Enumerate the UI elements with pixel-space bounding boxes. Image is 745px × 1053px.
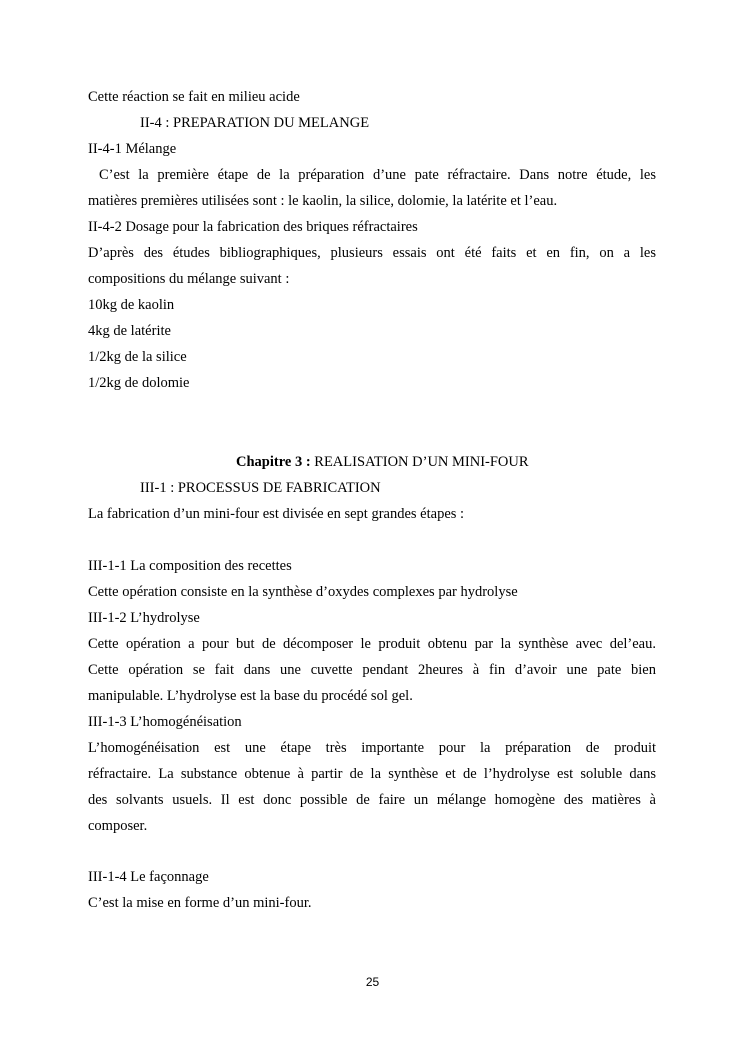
chapter-name: REALISATION D’UN MINI-FOUR <box>310 454 529 470</box>
step-heading: III-1-1 La composition des recettes <box>88 558 292 574</box>
subsection-heading: II-4-2 Dosage pour la fabrication des briques réfractaires <box>88 219 418 235</box>
step-heading: III-1-2 L’hydrolyse <box>88 610 200 626</box>
chapter-label: Chapitre 3 : <box>236 454 311 470</box>
section-heading: III-1 : PROCESSUS DE FABRICATION <box>140 480 381 496</box>
step-heading: III-1-3 L’homogénéisation <box>88 714 242 730</box>
step-heading: III-1-4 Le façonnage <box>88 869 209 885</box>
list-item: 4kg de latérite <box>88 323 171 339</box>
paragraph-line: matières premières utilisées sont : le kaolin, la silice, dolomie, la latérite et l’eau. <box>88 193 558 209</box>
page-number: 25 <box>365 975 380 989</box>
paragraph-line: composer. <box>88 818 148 834</box>
paragraph-line: Cette opération a pour but de décomposer le produit obtenu par la synthèse avec del’eau. <box>88 636 656 652</box>
paragraph-line: L’homogénéisation est une étape très importante pour la préparation de produit <box>88 740 656 756</box>
paragraph-line: Cette opération consiste en la synthèse d’oxydes complexes par hydrolyse <box>88 584 518 600</box>
paragraph-line: des solvants usuels. Il est donc possible de faire un mélange homogène des matières à <box>88 792 656 808</box>
chapter-title <box>236 453 745 471</box>
paragraph-line: manipulable. L’hydrolyse est la base du procédé sol gel. <box>88 688 413 704</box>
text-line: Cette réaction se fait en milieu acide <box>88 89 300 105</box>
paragraph-line: compositions du mélange suivant : <box>88 271 290 287</box>
subsection-heading: II-4-1 Mélange <box>88 141 177 157</box>
paragraph-line: C’est la première étape de la préparation d’une pate réfractaire. Dans notre étude, les <box>99 167 656 183</box>
paragraph-line: Cette opération se fait dans une cuvette pendant 2heures à fin d’avoir une pate bien <box>88 662 656 678</box>
section-heading: II-4 : PREPARATION DU MELANGE <box>140 115 370 131</box>
paragraph-line: La fabrication d’un mini-four est divisée en sept grandes étapes : <box>88 506 465 522</box>
paragraph-line: réfractaire. La substance obtenue à partir de la synthèse et de l’hydrolyse est soluble dans <box>88 766 656 782</box>
paragraph-line: C’est la mise en forme d’un mini-four. <box>88 895 312 911</box>
paragraph-line: D’après des études bibliographiques, plusieurs essais ont été faits et en fin, on a les <box>88 245 656 261</box>
list-item: 1/2kg de dolomie <box>88 375 190 391</box>
list-item: 10kg de kaolin <box>88 297 175 313</box>
list-item: 1/2kg de la silice <box>88 349 187 365</box>
